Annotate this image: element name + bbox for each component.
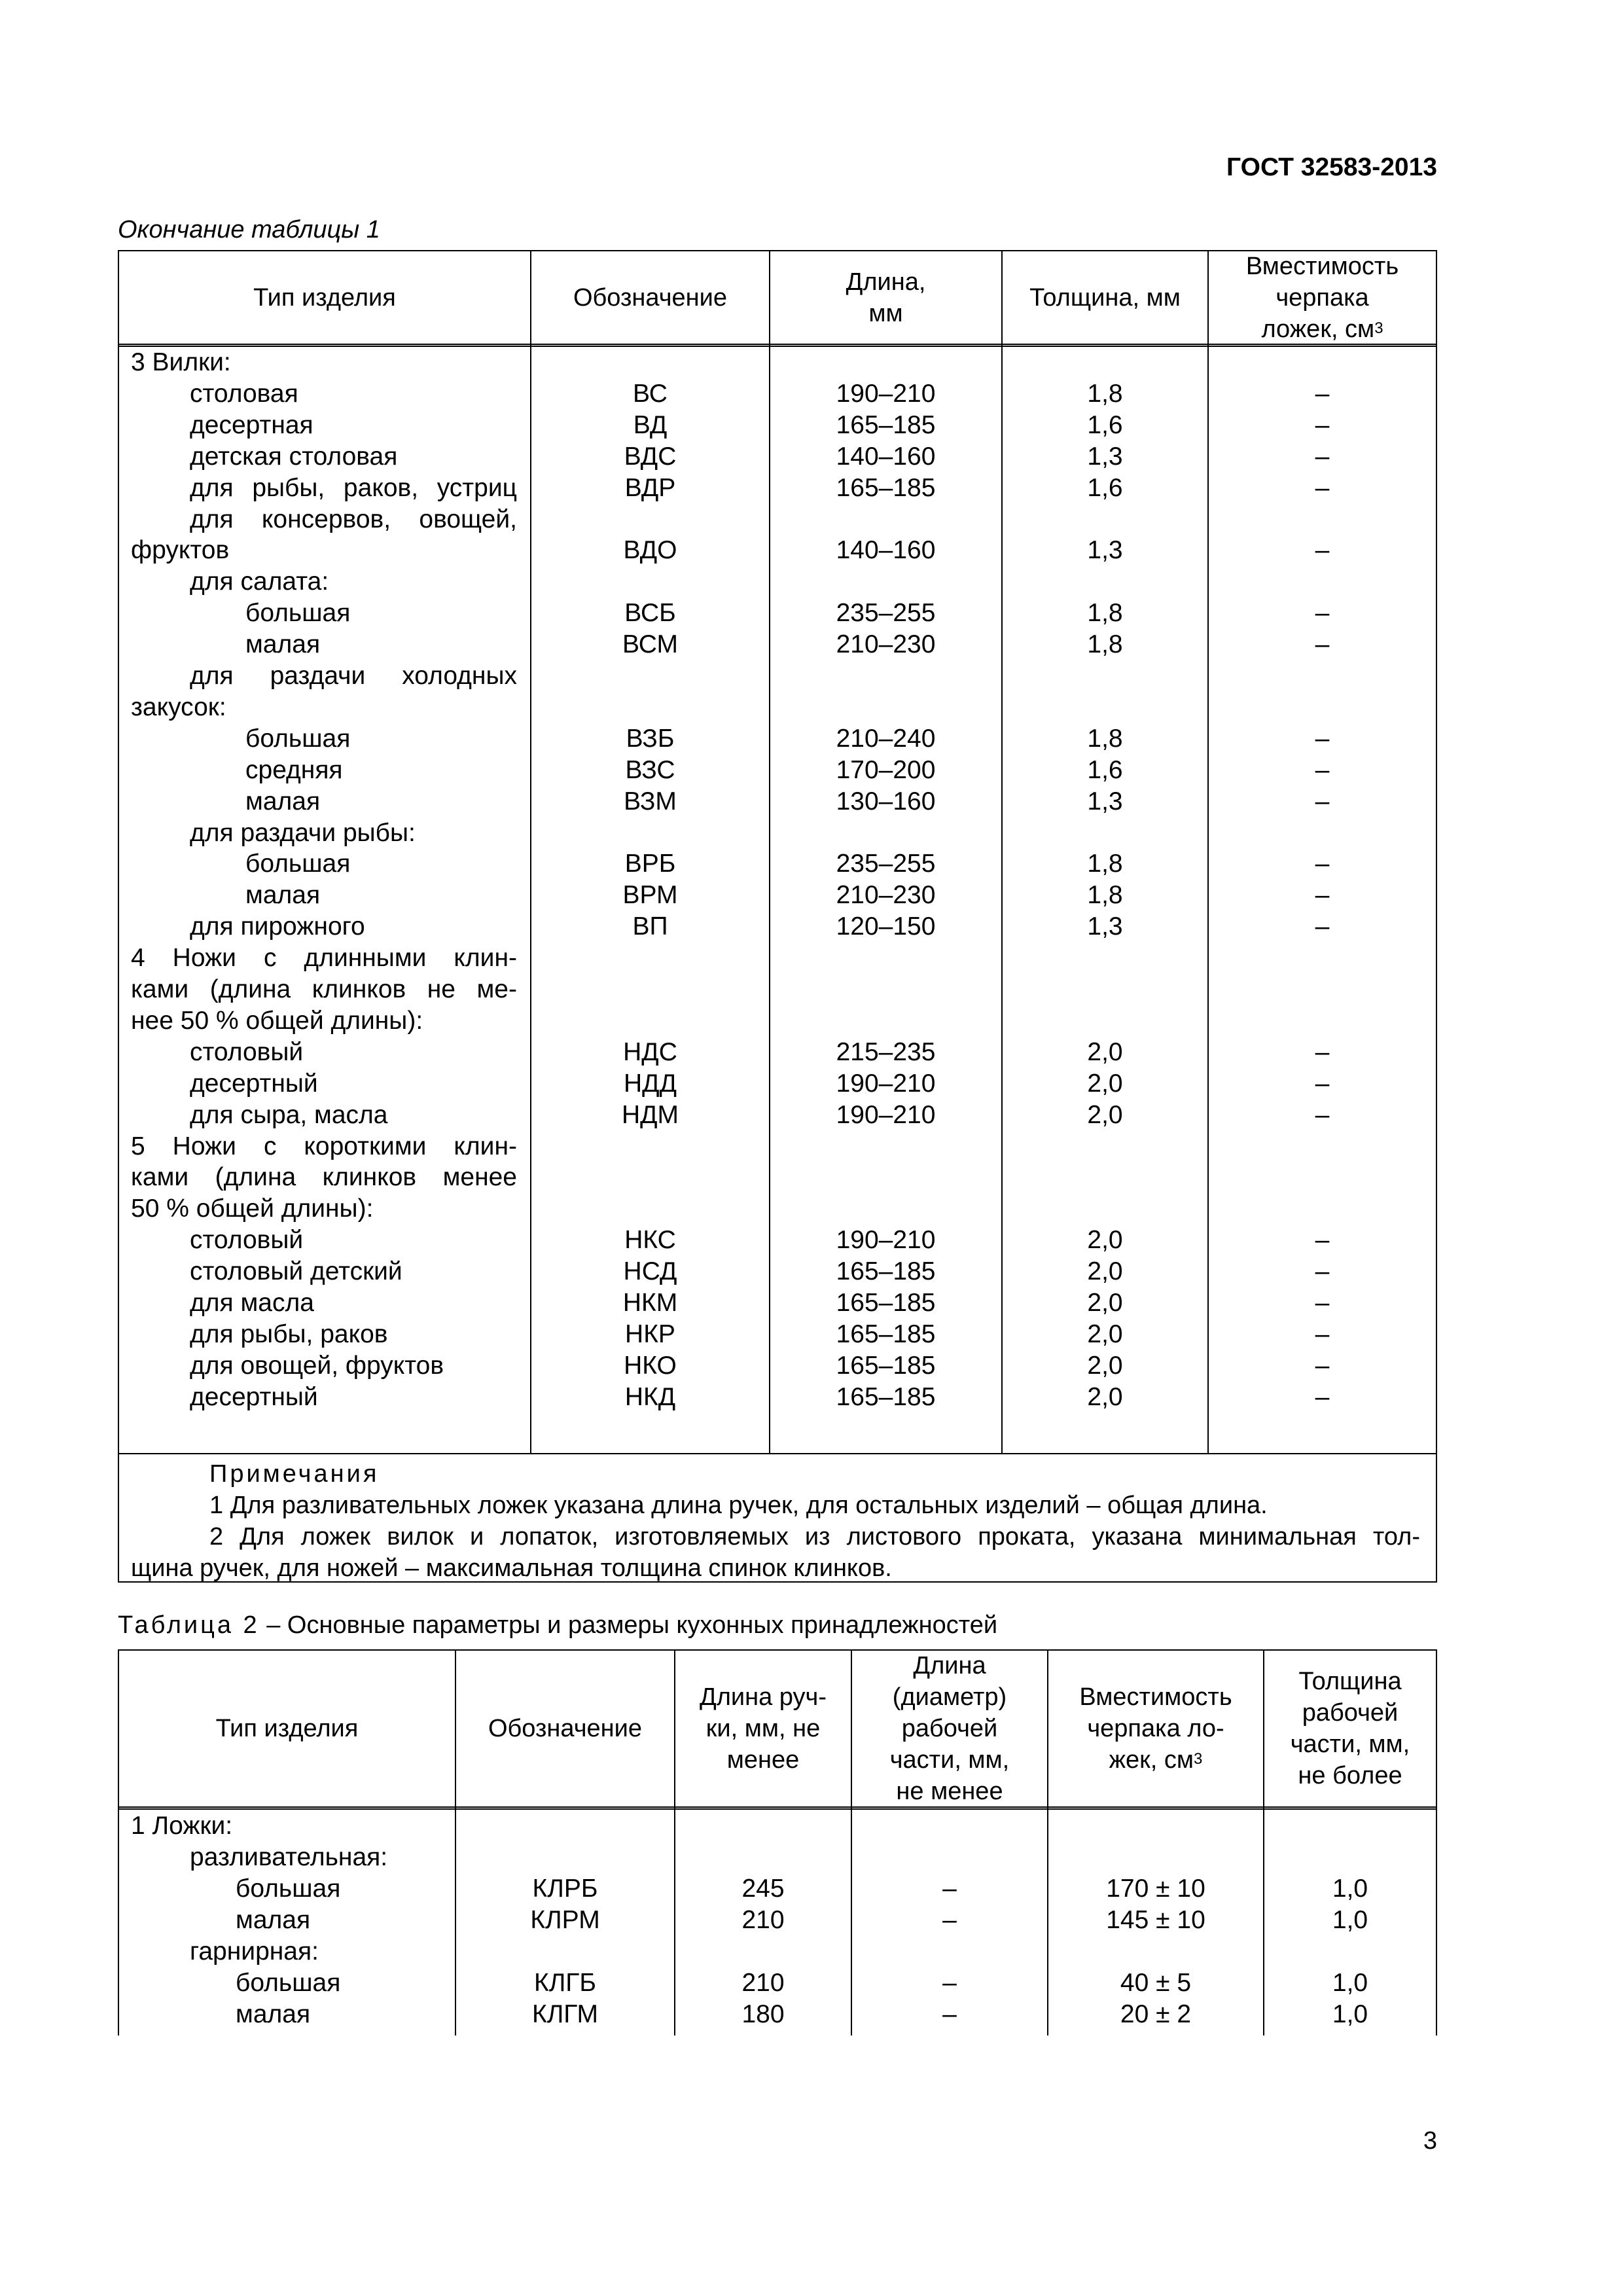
- code-cell: ВД: [633, 410, 668, 439]
- table1-row: [0, 974, 1623, 1005]
- item-type-cell: десертный: [190, 1069, 318, 1098]
- length-cell: 235–255: [836, 850, 936, 878]
- table1-row: [0, 1131, 1623, 1162]
- table2-header-thickness: Толщина рабочей части, мм, не более: [1290, 1668, 1410, 1789]
- thickness-cell: 2,0: [1087, 1100, 1123, 1129]
- item-type-cell: гарнирная:: [190, 1937, 319, 1965]
- thickness-cell: 1,8: [1087, 881, 1123, 910]
- item-type-cell: столовый: [190, 1226, 304, 1255]
- table1-row: [0, 441, 1623, 473]
- item-type-cell: ками (длина клинков не ме-: [131, 975, 517, 1003]
- length-cell: 130–160: [836, 787, 936, 816]
- table1-row: [0, 347, 1623, 378]
- table1-notes-title: Примечания: [209, 1460, 380, 1488]
- capacity-cell: –: [1315, 630, 1330, 659]
- table1-header-type: Тип изделия: [253, 283, 396, 312]
- thickness-cell: 1,0: [1332, 1969, 1368, 1997]
- item-type-cell: большая: [245, 599, 351, 628]
- capacity-cell: –: [1315, 724, 1330, 753]
- code-cell: ВДР: [624, 473, 676, 502]
- item-type-cell: большая: [245, 724, 351, 753]
- table1-row: [0, 1193, 1623, 1225]
- code-cell: ВЗБ: [626, 724, 675, 753]
- table1-row: [0, 1005, 1623, 1037]
- item-type-cell: большая: [236, 1969, 341, 1997]
- table1-header-capacity: Вместимость черпака ложек, $см^3$: [1245, 252, 1399, 343]
- table2-header-working-length: Длина (диаметр) рабочей части, мм, не менее: [889, 1652, 1010, 1805]
- item-type-cell: разливательная:: [190, 1843, 388, 1871]
- table2-row: [0, 1842, 1623, 1873]
- table1-row: [0, 535, 1623, 566]
- item-type-cell: фруктов: [131, 536, 230, 565]
- thickness-cell: 2,0: [1087, 1069, 1123, 1098]
- capacity-cell: 20 ± 2: [1120, 2000, 1192, 2028]
- item-type-cell: для сыра, масла: [190, 1100, 388, 1129]
- thickness-cell: 2,0: [1087, 1037, 1123, 1066]
- thickness-cell: 1,0: [1332, 1906, 1368, 1934]
- code-cell: НКД: [624, 1382, 676, 1411]
- item-type-cell: для пирожного: [190, 912, 365, 941]
- item-type-cell: закусок:: [131, 692, 226, 721]
- table1-row: [0, 1068, 1623, 1100]
- table2-row: [0, 1873, 1623, 1905]
- item-type-cell: большая: [236, 1874, 341, 1903]
- item-type-cell: 1 Ложки:: [131, 1812, 233, 1840]
- item-type-cell: ками (длина клинков менее: [131, 1163, 517, 1192]
- table1-row: [0, 598, 1623, 629]
- thickness-cell: 2,0: [1087, 1351, 1123, 1380]
- table1-caption: Окончание таблицы 1: [118, 216, 380, 243]
- capacity-cell: –: [1315, 1100, 1330, 1129]
- item-type-cell: 50 % общей длины):: [131, 1194, 374, 1223]
- table1-row: [0, 1350, 1623, 1382]
- code-cell: КЛРБ: [532, 1874, 598, 1903]
- length-cell: 140–160: [836, 442, 936, 471]
- length-cell: 190–210: [836, 1100, 936, 1129]
- table1-row: [0, 1225, 1623, 1256]
- item-type-cell: средняя: [245, 755, 343, 784]
- working-length-cell: –: [942, 1874, 957, 1903]
- capacity-cell: –: [1315, 1319, 1330, 1348]
- item-type-cell: для консервов, овощей,: [190, 505, 517, 533]
- code-cell: НДС: [623, 1037, 677, 1066]
- table2-row: [0, 1999, 1623, 2030]
- code-cell: ВДО: [623, 536, 677, 565]
- table1-row: [0, 911, 1623, 942]
- code-cell: ВЗС: [625, 755, 675, 784]
- length-cell: 165–185: [836, 473, 936, 502]
- thickness-cell: 1,8: [1087, 379, 1123, 408]
- item-type-cell: столовый детский: [190, 1257, 402, 1286]
- length-cell: 165–185: [836, 1257, 936, 1286]
- code-cell: ВСМ: [622, 630, 678, 659]
- length-cell: 190–210: [836, 379, 936, 408]
- length-cell: 215–235: [836, 1037, 936, 1066]
- table2-caption: Таблица 2 – Основные параметры и размеры кухонных принадлежностей: [118, 1611, 998, 1639]
- item-type-cell: для масла: [190, 1289, 314, 1317]
- code-cell: НКР: [625, 1319, 675, 1348]
- capacity-cell: 40 ± 5: [1120, 1969, 1192, 1997]
- table1-row: [0, 942, 1623, 974]
- table1-row: [0, 1100, 1623, 1131]
- thickness-cell: 1,8: [1087, 630, 1123, 659]
- item-type-cell: малая: [245, 881, 321, 910]
- item-type-cell: столовый: [190, 1037, 304, 1066]
- length-cell: 210–230: [836, 630, 936, 659]
- table1-note-2-line-2: щина ручек, для ножей – максимальная толщина спинок клинков.: [131, 1554, 892, 1582]
- table1-header-code: Обозначение: [573, 283, 727, 312]
- handle-length-cell: 210: [741, 1969, 785, 1997]
- thickness-cell: 1,8: [1087, 599, 1123, 628]
- length-cell: 190–210: [836, 1069, 936, 1098]
- table1-row: [0, 378, 1623, 410]
- item-type-cell: для овощей, фруктов: [190, 1351, 444, 1380]
- code-cell: ВЗМ: [624, 787, 677, 816]
- code-cell: НКО: [624, 1351, 677, 1380]
- table1-row: [0, 817, 1623, 849]
- item-type-cell: детская столовая: [190, 442, 398, 471]
- table1-row: [0, 1287, 1623, 1319]
- length-cell: 210–240: [836, 724, 936, 753]
- code-cell: НДД: [624, 1069, 677, 1098]
- table2-row: [0, 1967, 1623, 1999]
- working-length-cell: –: [942, 2000, 957, 2028]
- thickness-cell: 1,3: [1087, 442, 1123, 471]
- thickness-cell: 2,0: [1087, 1319, 1123, 1348]
- length-cell: 165–185: [836, 410, 936, 439]
- item-type-cell: десертный: [190, 1382, 318, 1411]
- item-type-cell: малая: [236, 2000, 311, 2028]
- code-cell: НСД: [623, 1257, 677, 1286]
- code-cell: ВС: [633, 379, 668, 408]
- item-type-cell: нее 50 % общей длины):: [131, 1006, 423, 1035]
- thickness-cell: 1,6: [1087, 410, 1123, 439]
- handle-length-cell: 180: [741, 2000, 785, 2028]
- code-cell: ВРМ: [622, 881, 678, 910]
- table1-row: [0, 1382, 1623, 1413]
- capacity-cell: –: [1315, 379, 1330, 408]
- length-cell: 190–210: [836, 1226, 936, 1255]
- code-cell: ВСБ: [624, 599, 676, 628]
- table1-note-1: 1 Для разливательных ложек указана длина ручек, для остальных изделий – общая длина.: [209, 1492, 1268, 1519]
- capacity-cell: –: [1315, 1069, 1330, 1098]
- working-length-cell: –: [942, 1969, 957, 1997]
- thickness-cell: 2,0: [1087, 1226, 1123, 1255]
- table1-row: [0, 1037, 1623, 1068]
- table1-note-2-line-1: 2 Для ложек вилок и лопаток, изготовляемых из листового проката, указана минимальная тол-: [209, 1523, 1420, 1551]
- item-type-cell: малая: [245, 630, 321, 659]
- length-cell: 235–255: [836, 599, 936, 628]
- code-cell: КЛГБ: [533, 1969, 597, 1997]
- thickness-cell: 1,3: [1087, 787, 1123, 816]
- code-cell: НКМ: [622, 1289, 678, 1317]
- thickness-cell: 1,3: [1087, 536, 1123, 565]
- capacity-cell: –: [1315, 850, 1330, 878]
- thickness-cell: 1,8: [1087, 724, 1123, 753]
- item-type-cell: малая: [245, 787, 321, 816]
- thickness-cell: 2,0: [1087, 1289, 1123, 1317]
- capacity-cell: –: [1315, 1257, 1330, 1286]
- thickness-cell: 1,6: [1087, 755, 1123, 784]
- thickness-cell: 1,0: [1332, 1874, 1368, 1903]
- table2-header-capacity: Вместимость черпака ло- жек, $см^3$: [1079, 1683, 1232, 1774]
- capacity-cell: –: [1315, 1289, 1330, 1317]
- code-cell: НКС: [624, 1226, 676, 1255]
- thickness-cell: 2,0: [1087, 1257, 1123, 1286]
- item-type-cell: малая: [236, 1906, 311, 1934]
- code-cell: ВДС: [624, 442, 677, 471]
- table1-row: [0, 566, 1623, 598]
- item-type-cell: для раздачи рыбы:: [190, 818, 416, 847]
- table2-header-rule: [118, 1806, 1437, 1810]
- capacity-cell: –: [1315, 787, 1330, 816]
- handle-length-cell: 245: [741, 1874, 785, 1903]
- table1-row: [0, 880, 1623, 911]
- table1-notes-rule: [118, 1453, 1437, 1454]
- length-cell: 165–185: [836, 1382, 936, 1411]
- capacity-cell: –: [1315, 1351, 1330, 1380]
- item-type-cell: 3 Вилки:: [131, 348, 231, 376]
- item-type-cell: десертная: [190, 410, 313, 439]
- table1-row: [0, 1162, 1623, 1193]
- table1-row: [0, 473, 1623, 504]
- table1-header-thickness: Толщина, мм: [1029, 283, 1181, 312]
- thickness-cell: 1,0: [1332, 2000, 1368, 2028]
- table1-row: [0, 504, 1623, 535]
- length-cell: 210–230: [836, 881, 936, 910]
- code-cell: ВП: [632, 912, 668, 941]
- item-type-cell: для раздачи холодных: [190, 662, 517, 690]
- working-length-cell: –: [942, 1906, 957, 1934]
- length-cell: 140–160: [836, 536, 936, 565]
- table2-header-code: Обозначение: [488, 1715, 642, 1742]
- capacity-cell: –: [1315, 912, 1330, 941]
- capacity-cell: –: [1315, 755, 1330, 784]
- item-type-cell: для рыбы, раков: [190, 1319, 388, 1348]
- capacity-cell: 145 ± 10: [1106, 1906, 1205, 1934]
- item-type-cell: большая: [245, 850, 351, 878]
- table2-row: [0, 1810, 1623, 1842]
- capacity-cell: –: [1315, 536, 1330, 565]
- length-cell: 165–185: [836, 1351, 936, 1380]
- capacity-cell: –: [1315, 599, 1330, 628]
- length-cell: 165–185: [836, 1319, 936, 1348]
- thickness-cell: 1,8: [1087, 850, 1123, 878]
- item-type-cell: для салата:: [190, 567, 329, 596]
- thickness-cell: 1,6: [1087, 473, 1123, 502]
- table1-row: [0, 723, 1623, 755]
- code-cell: ВРБ: [624, 850, 676, 878]
- capacity-cell: –: [1315, 1226, 1330, 1255]
- table2-row: [0, 1905, 1623, 1936]
- thickness-cell: 1,3: [1087, 912, 1123, 941]
- page-number: 3: [1423, 2127, 1437, 2155]
- capacity-cell: –: [1315, 410, 1330, 439]
- item-type-cell: столовая: [190, 379, 298, 408]
- standard-number: ГОСТ 32583-2013: [1226, 153, 1437, 181]
- table2-row: [0, 1936, 1623, 1967]
- item-type-cell: для рыбы, раков, устриц: [190, 473, 517, 502]
- capacity-cell: –: [1315, 1382, 1330, 1411]
- table1-row: [0, 786, 1623, 817]
- thickness-cell: 2,0: [1087, 1382, 1123, 1411]
- table1-row: [0, 660, 1623, 692]
- table1-header-length: Длина, мм: [846, 268, 926, 327]
- table1-row: [0, 629, 1623, 660]
- table1-row: [0, 1319, 1623, 1350]
- table1-row: [0, 692, 1623, 723]
- capacity-cell: 170 ± 10: [1106, 1874, 1205, 1903]
- item-type-cell: 4 Ножи с длинными клин-: [131, 944, 517, 973]
- capacity-cell: –: [1315, 1037, 1330, 1066]
- table2-header-type: Тип изделия: [215, 1715, 359, 1742]
- table1-row: [0, 1256, 1623, 1287]
- length-cell: 170–200: [836, 755, 936, 784]
- code-cell: КЛГМ: [531, 2000, 599, 2028]
- table1-row: [0, 755, 1623, 786]
- code-cell: НДМ: [621, 1100, 679, 1129]
- capacity-cell: –: [1315, 881, 1330, 910]
- table1-row: [0, 410, 1623, 441]
- length-cell: 165–185: [836, 1289, 936, 1317]
- item-type-cell: 5 Ножи с короткими клин-: [131, 1132, 517, 1160]
- table1-row: [0, 848, 1623, 880]
- capacity-cell: –: [1315, 442, 1330, 471]
- handle-length-cell: 210: [741, 1906, 785, 1934]
- capacity-cell: –: [1315, 473, 1330, 502]
- table2-header-handle-length: Длина руч- ки, мм, не менее: [700, 1683, 827, 1774]
- code-cell: КЛРМ: [530, 1906, 600, 1934]
- length-cell: 120–150: [836, 912, 936, 941]
